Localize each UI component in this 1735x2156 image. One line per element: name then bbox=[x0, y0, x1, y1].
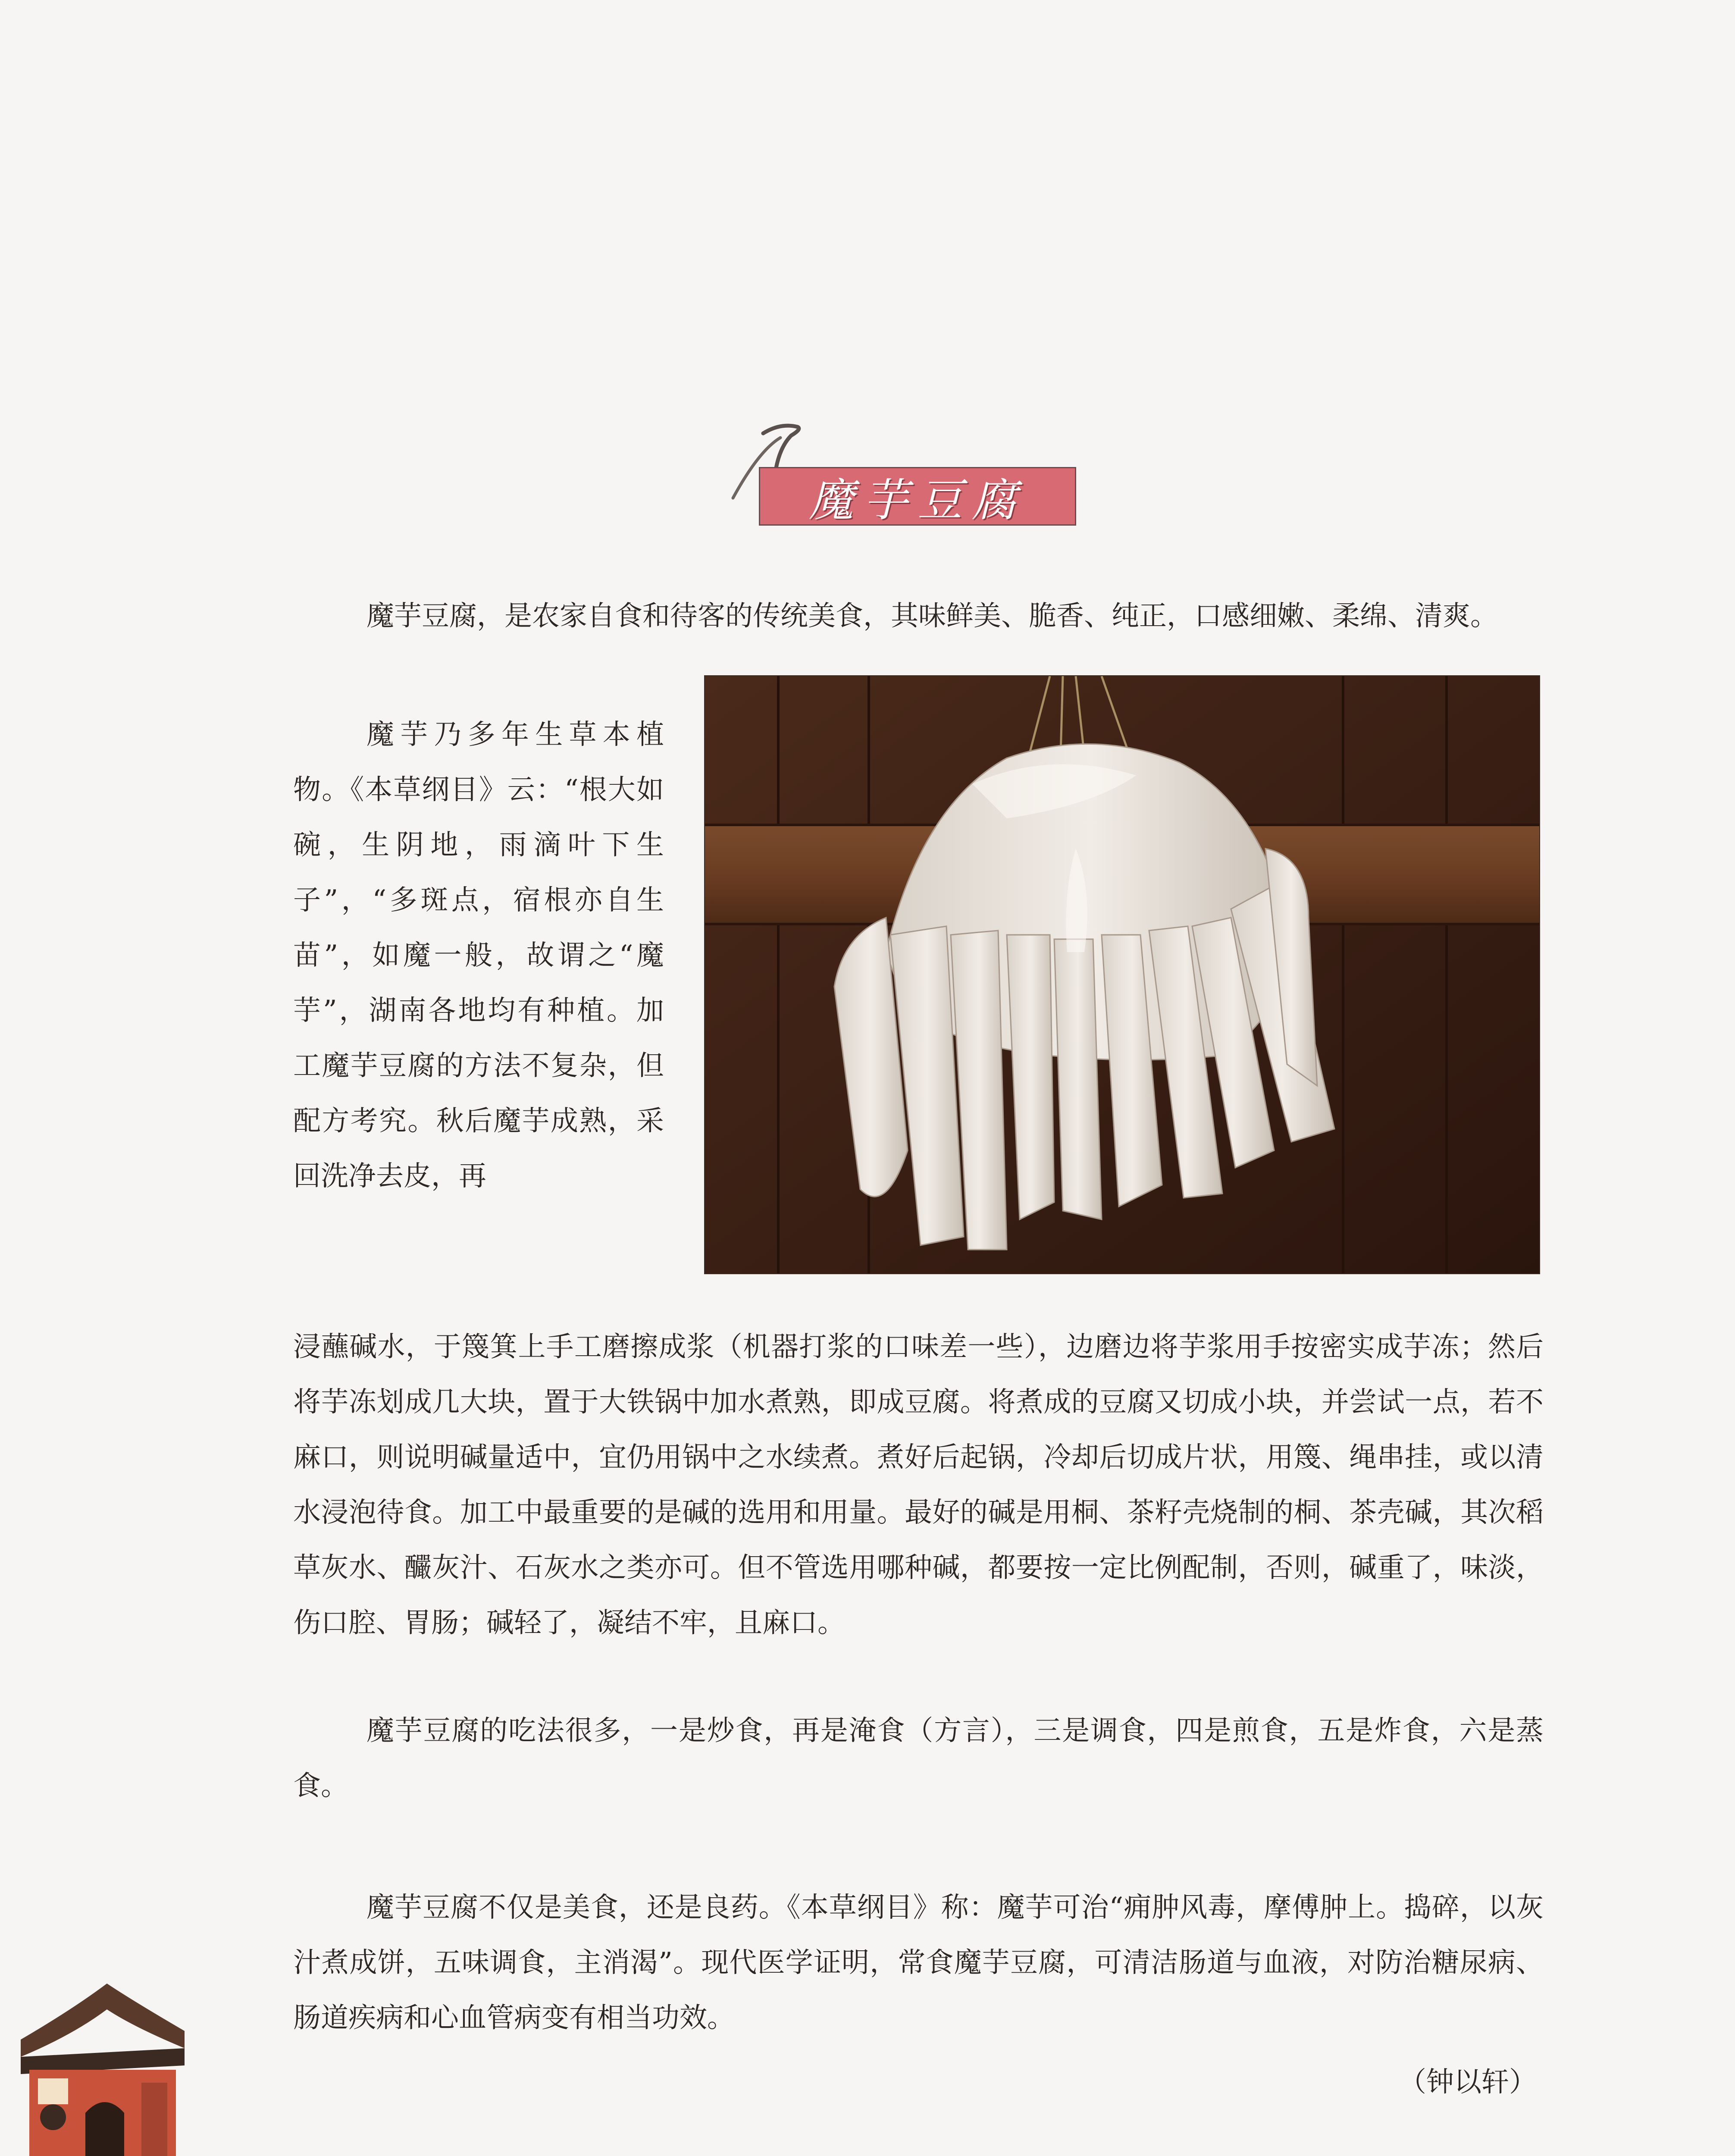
paragraph-intro: 魔芋豆腐，是农家自食和待客的传统美食，其味鲜美、脆香、纯正，口感细嫩、柔绵、清爽。 bbox=[366, 600, 1498, 632]
title-box bbox=[759, 467, 1076, 526]
temple-emblem-icon bbox=[21, 1975, 185, 2156]
paragraph-medicine: 魔芋豆腐不仅是美食，还是良药。《本草纲目》称：魔芋可治“痈肿风毒，摩傅肿上。捣碎，以灰汁煮成饼，五味调食，主消渴”。现代医学证明，常食魔芋豆腐，可清洁肠道与血液，对防治糖尿病、肠道疾病和心血管病变有相当功效。 bbox=[293, 1892, 1544, 2034]
paragraph-origin: 魔芋乃多年生草本植物。《本草纲目》云：“根大如碗，生阴地，雨滴叶下生子”，“多斑点，宿根亦自生苗”，如魔一般，故谓之“魔芋”，湖南各地均有种植。加工魔芋豆腐的方法不复杂，但配方考究。秋后魔芋成熟，采回洗净去皮，再 bbox=[293, 719, 664, 1192]
title-banner bbox=[716, 420, 1078, 533]
author-credit: （钟以轩） bbox=[1399, 2066, 1537, 2098]
page-title: 魔芋豆腐 bbox=[808, 474, 1026, 526]
paragraph-ways-to-eat: 魔芋豆腐的吃法很多，一是炒食，再是淹食（方言），三是调食，四是煎食，五是炸食，六是蒸食。 bbox=[293, 1715, 1544, 1802]
konjac-tofu-photo bbox=[705, 676, 1539, 1273]
paragraph-process: 浸蘸碱水，于篾箕上手工磨擦成浆（机器打浆的口味差一些），边磨边将芋浆用手按密实成芋冻；然后将芋冻划成几大块，置于大铁锅中加水煮熟，即成豆腐。将煮成的豆腐又切成小块，并尝试一点，若不麻口，则说明碱量适中，宜仍用锅中之水续煮。煮好后起锅，冷却后切成片状，用篾、绳串挂，或以清水浸泡待食。加工中最重要的是碱的选用和用量。最好的碱是用桐、茶籽壳烧制的桐、茶壳碱，其次稻草灰水、釅灰汁、石灰水之类亦可。但不管选用哪种碱，都要按一定比例配制，否则，碱重了，味淡，伤口腔、胃肠；碱轻了，凝结不牢，且麻口。 bbox=[293, 1331, 1544, 1639]
